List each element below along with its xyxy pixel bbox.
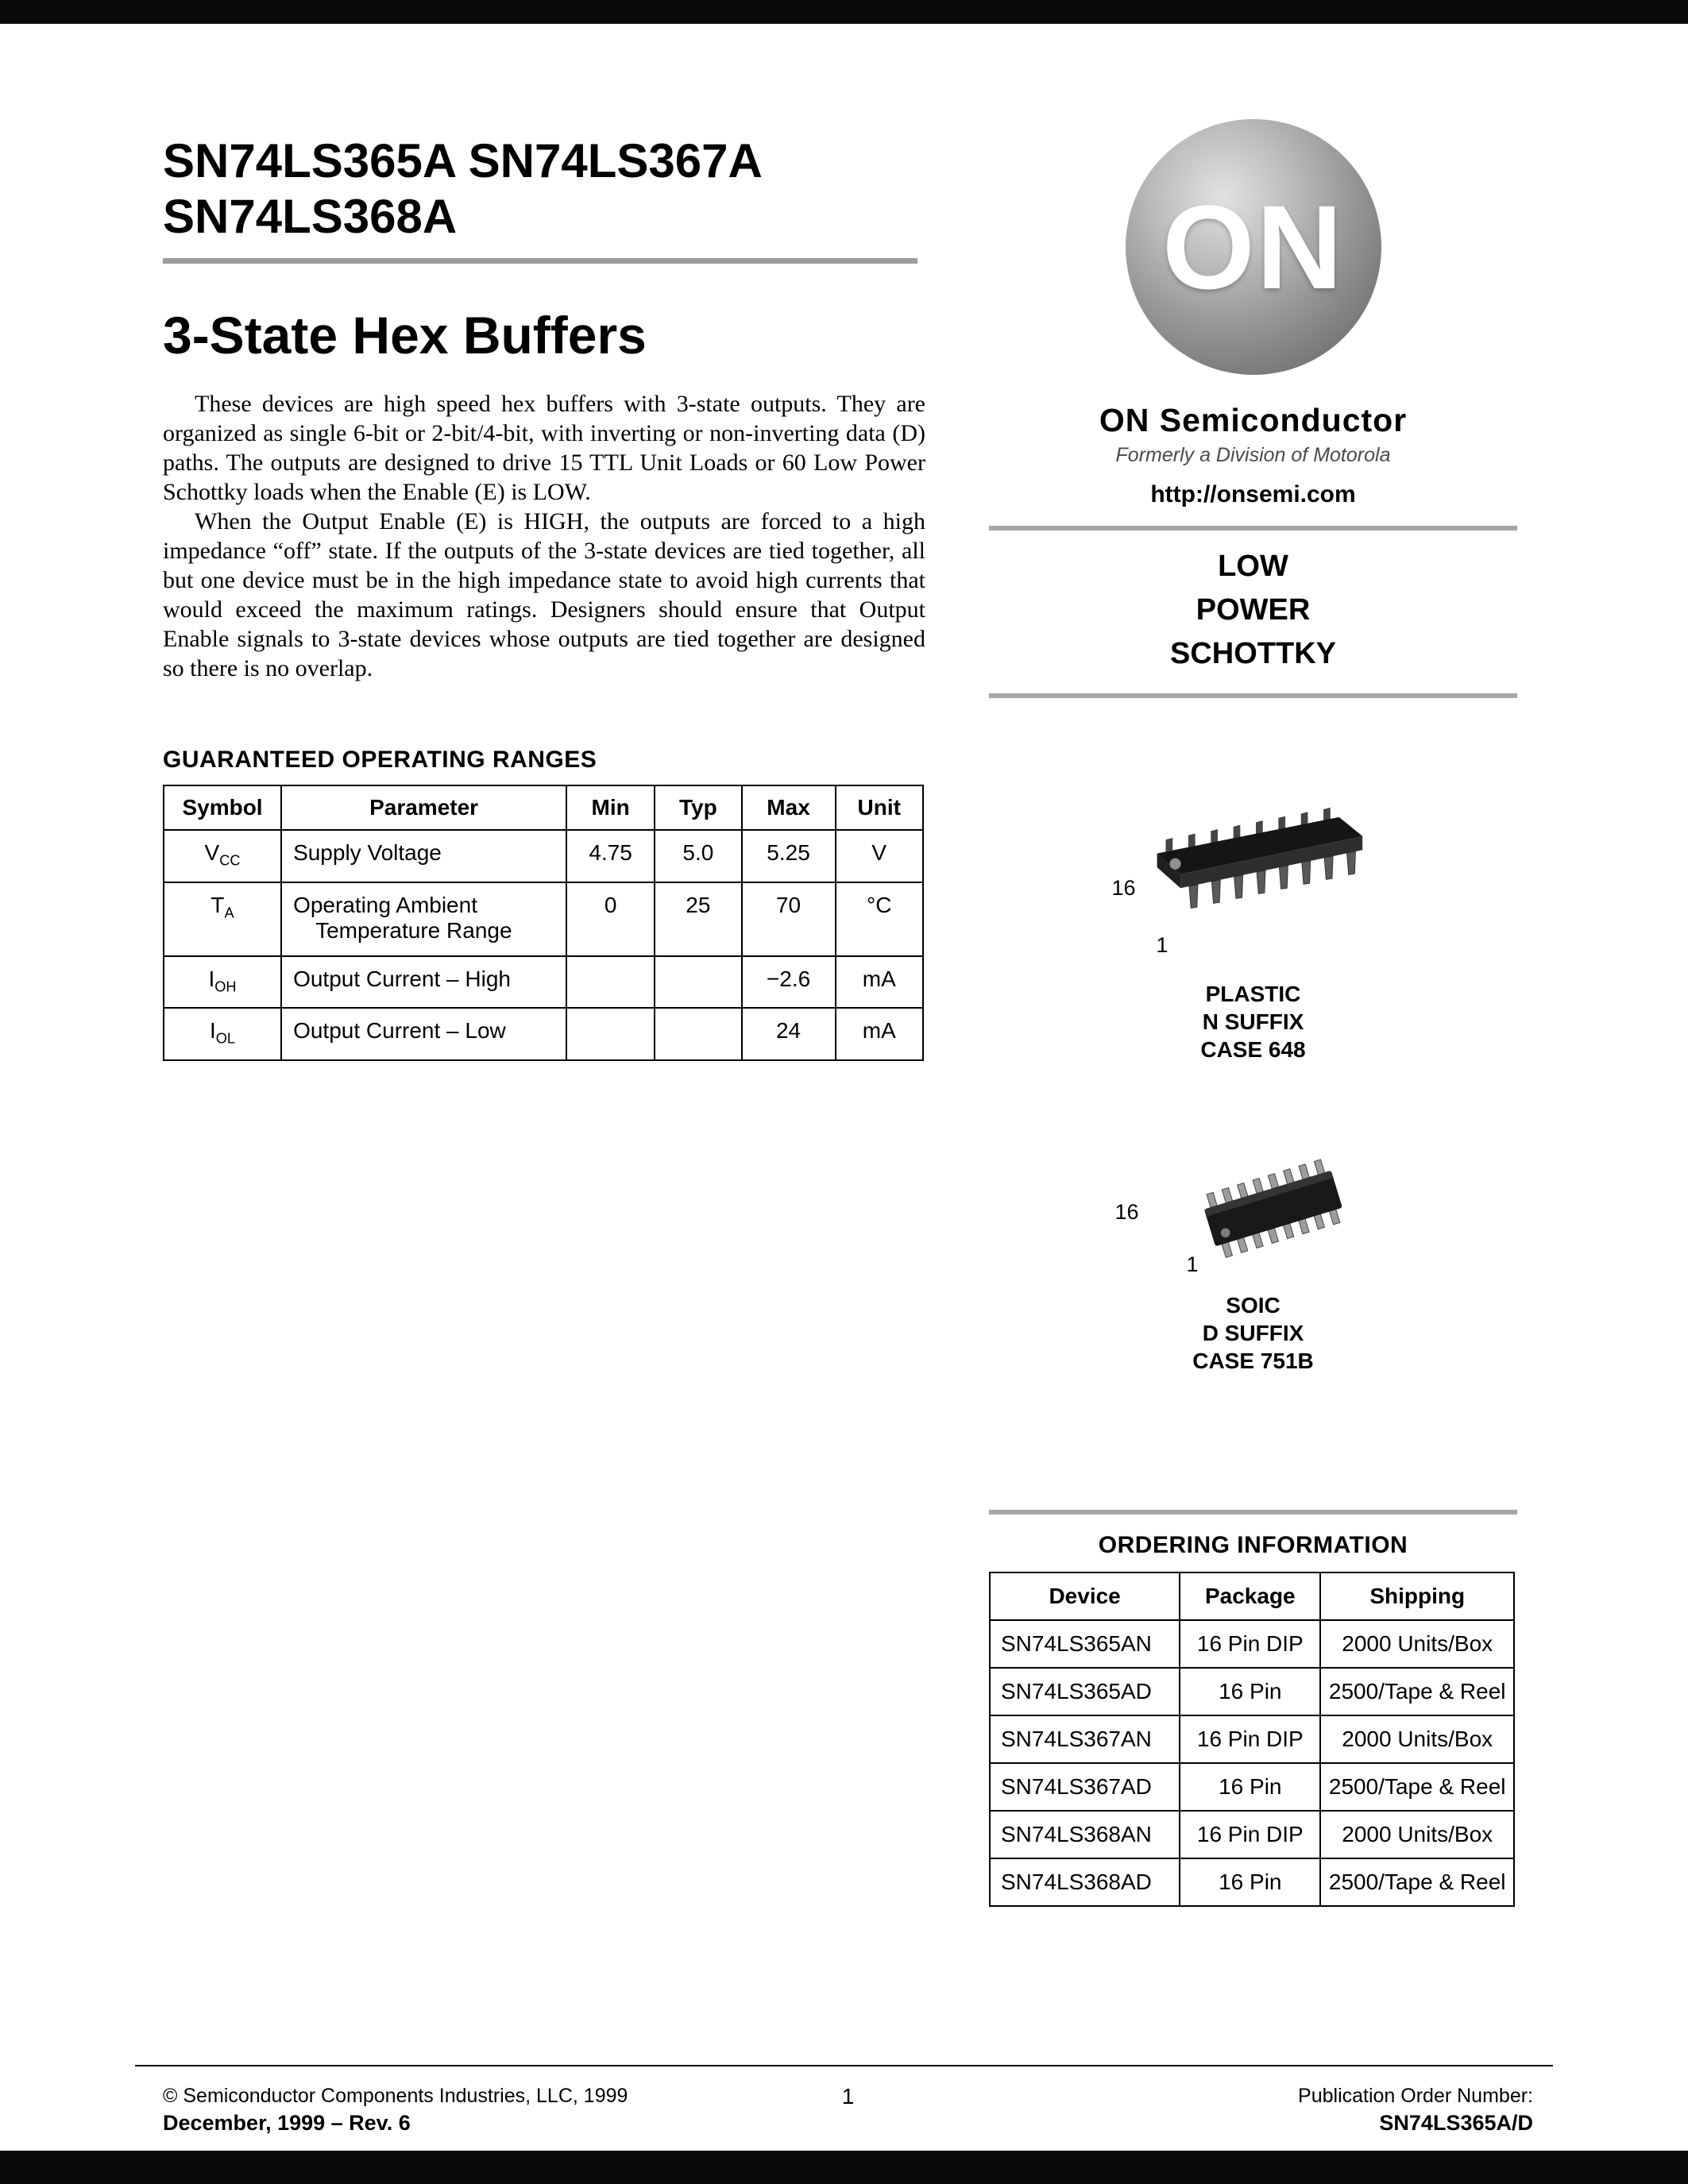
- max-cell: 5.25: [742, 830, 836, 882]
- document-heading: 3-State Hex Buffers: [163, 306, 647, 365]
- col-header-typ: Typ: [655, 785, 741, 830]
- footer: [163, 2082, 1533, 2136]
- divider: [989, 526, 1517, 531]
- table-row: [990, 1858, 1514, 1906]
- parameter-cell: Operating Ambient Temperature Range: [281, 882, 566, 956]
- soic-package-caption: [989, 1291, 1517, 1375]
- table-row: [990, 1668, 1514, 1715]
- min-cell: 0: [566, 882, 655, 956]
- pin-1-label: 1: [1186, 1252, 1199, 1276]
- logo-text: ON: [1162, 179, 1344, 314]
- part-number-line2: SN74LS368A: [163, 189, 458, 243]
- col-header-unit: Unit: [836, 785, 923, 830]
- brand-tagline: Formerly a Division of Motorola: [1115, 444, 1391, 466]
- table-row: [990, 1715, 1514, 1763]
- package-cell: 16 Pin: [1180, 1668, 1320, 1715]
- package-cell: 16 Pin DIP: [1180, 1620, 1320, 1668]
- shipping-cell: 2500/Tape & Reel: [1320, 1668, 1514, 1715]
- device-cell: SN74LS367AD: [990, 1763, 1180, 1811]
- brand-url: http://onsemi.com: [1150, 481, 1356, 507]
- ordering-information-table: [989, 1572, 1515, 1907]
- page-number: 1: [841, 2084, 855, 2109]
- caption-line: D SUFFIX: [1202, 1321, 1304, 1345]
- divider: [989, 693, 1517, 698]
- revision-date: December, 1999 – Rev. 6: [163, 2111, 411, 2135]
- caption-line: PLASTIC: [1205, 982, 1301, 1006]
- table-row: [164, 1008, 923, 1060]
- unit-cell: mA: [836, 1008, 923, 1060]
- divider: [989, 1510, 1517, 1515]
- part-number-title: [163, 133, 929, 244]
- parameter-cell: Output Current – Low: [281, 1008, 566, 1060]
- col-header-package: Package: [1180, 1572, 1320, 1620]
- max-cell: 70: [742, 882, 836, 956]
- package-cell: 16 Pin DIP: [1180, 1811, 1320, 1858]
- publication-order-number: SN74LS365A/D: [1379, 2111, 1533, 2135]
- symbol-cell: $I_{OH}$: [164, 956, 281, 1009]
- typ-cell: 25: [655, 882, 741, 956]
- left-column: [163, 133, 929, 1061]
- typ-cell: [655, 956, 741, 1009]
- copyright-text: © Semiconductor Components Industries, LLC, 1999: [163, 2085, 628, 2107]
- operating-ranges-table: [163, 785, 924, 1061]
- shipping-cell: 2000 Units/Box: [1320, 1811, 1514, 1858]
- intro-paragraph-1: These devices are high speed hex buffers with 3-state outputs. They are organized as single 6-bit or 2-bit/4-bit, with inverting or non-inverting data (D) paths. The outputs are designed to drive 15 TTL Unit Loads or 60 Low Power Schottky loads when the Enable (E) is LOW.: [163, 391, 925, 506]
- bottom-edge-bar: [0, 2151, 1688, 2184]
- unit-cell: °C: [836, 882, 923, 956]
- typ-cell: [655, 1008, 741, 1060]
- shipping-cell: 2500/Tape & Reel: [1320, 1858, 1514, 1906]
- table-row: [164, 882, 923, 956]
- min-cell: [566, 956, 655, 1009]
- table-row: [164, 830, 923, 882]
- shipping-cell: 2000 Units/Box: [1320, 1715, 1514, 1763]
- caption-line: SOIC: [1226, 1293, 1280, 1318]
- table-row: [990, 1620, 1514, 1668]
- col-header-symbol: Symbol: [164, 785, 281, 830]
- on-semiconductor-logo: [1126, 119, 1381, 375]
- min-cell: 4.75: [566, 830, 655, 882]
- max-cell: −2.6: [742, 956, 836, 1009]
- min-cell: [566, 1008, 655, 1060]
- device-cell: SN74LS365AD: [990, 1668, 1180, 1715]
- operating-ranges-header-row: [164, 785, 923, 830]
- symbol-cell: $V_{CC}$: [164, 830, 281, 882]
- family-line-power: POWER: [1196, 593, 1311, 627]
- family-line-schottky: SCHOTTKY: [1170, 637, 1336, 670]
- right-column: [989, 119, 1517, 1907]
- soic-package-figure: [1111, 1143, 1396, 1274]
- dip-package-caption: [989, 980, 1517, 1063]
- package-cell: 16 Pin: [1180, 1858, 1320, 1906]
- table-row: [990, 1763, 1514, 1811]
- dip-package-figure: [1111, 800, 1396, 963]
- col-header-parameter: Parameter: [281, 785, 566, 830]
- package-cell: 16 Pin: [1180, 1763, 1320, 1811]
- symbol-cell: $I_{OL}$: [164, 1008, 281, 1060]
- max-cell: 24: [742, 1008, 836, 1060]
- typ-cell: 5.0: [655, 830, 741, 882]
- pin-16-label: 16: [1111, 876, 1136, 900]
- ordering-header-row: [990, 1572, 1514, 1620]
- table-row: [164, 956, 923, 1009]
- device-cell: SN74LS368AD: [990, 1858, 1180, 1906]
- part-number-line1: SN74LS365A SN74LS367A: [163, 134, 763, 187]
- caption-line: CASE 751B: [1192, 1349, 1314, 1373]
- footer-divider: [135, 2065, 1553, 2066]
- shipping-cell: 2000 Units/Box: [1320, 1620, 1514, 1668]
- top-edge-bar: [0, 0, 1688, 24]
- device-cell: SN74LS365AN: [990, 1620, 1180, 1668]
- table-row: [990, 1811, 1514, 1858]
- caption-line: N SUFFIX: [1202, 1009, 1304, 1034]
- col-header-max: Max: [742, 785, 836, 830]
- device-cell: SN74LS368AN: [990, 1811, 1180, 1858]
- title-divider: [163, 258, 917, 264]
- pin-1-label: 1: [1156, 933, 1168, 957]
- col-header-shipping: Shipping: [1320, 1572, 1514, 1620]
- intro-text: [163, 389, 925, 683]
- ordering-information-heading: ORDERING INFORMATION: [1098, 1532, 1408, 1558]
- parameter-cell: Supply Voltage: [281, 830, 566, 882]
- brand-name: ON Semiconductor: [1099, 402, 1408, 438]
- unit-cell: mA: [836, 956, 923, 1009]
- operating-ranges-heading: GUARANTEED OPERATING RANGES: [163, 747, 597, 774]
- intro-paragraph-2: When the Output Enable (E) is HIGH, the outputs are forced to a high impedance “off” state. If the outputs of the 3-state devices are tied together, all but one device must be in the high impedance state to avoid high currents that would exceed the maximum ratings. Designers should ensure that Output Enable signals to 3-state devices whose outputs are tied together are designed so there is no overlap.: [163, 508, 925, 682]
- device-cell: SN74LS367AN: [990, 1715, 1180, 1763]
- col-header-min: Min: [566, 785, 655, 830]
- dip-package-illustration: [1134, 800, 1396, 943]
- caption-line: CASE 648: [1200, 1037, 1306, 1062]
- symbol-cell: $T_A$: [164, 882, 281, 956]
- package-cell: 16 Pin DIP: [1180, 1715, 1320, 1763]
- unit-cell: V: [836, 830, 923, 882]
- family-line-low: LOW: [1218, 550, 1288, 583]
- logic-family-label: [989, 545, 1517, 676]
- col-header-device: Device: [990, 1572, 1180, 1620]
- parameter-cell: Output Current – High: [281, 956, 566, 1009]
- shipping-cell: 2500/Tape & Reel: [1320, 1763, 1514, 1811]
- publication-order-label: Publication Order Number:: [1298, 2085, 1533, 2107]
- pin-16-label: 16: [1114, 1200, 1139, 1224]
